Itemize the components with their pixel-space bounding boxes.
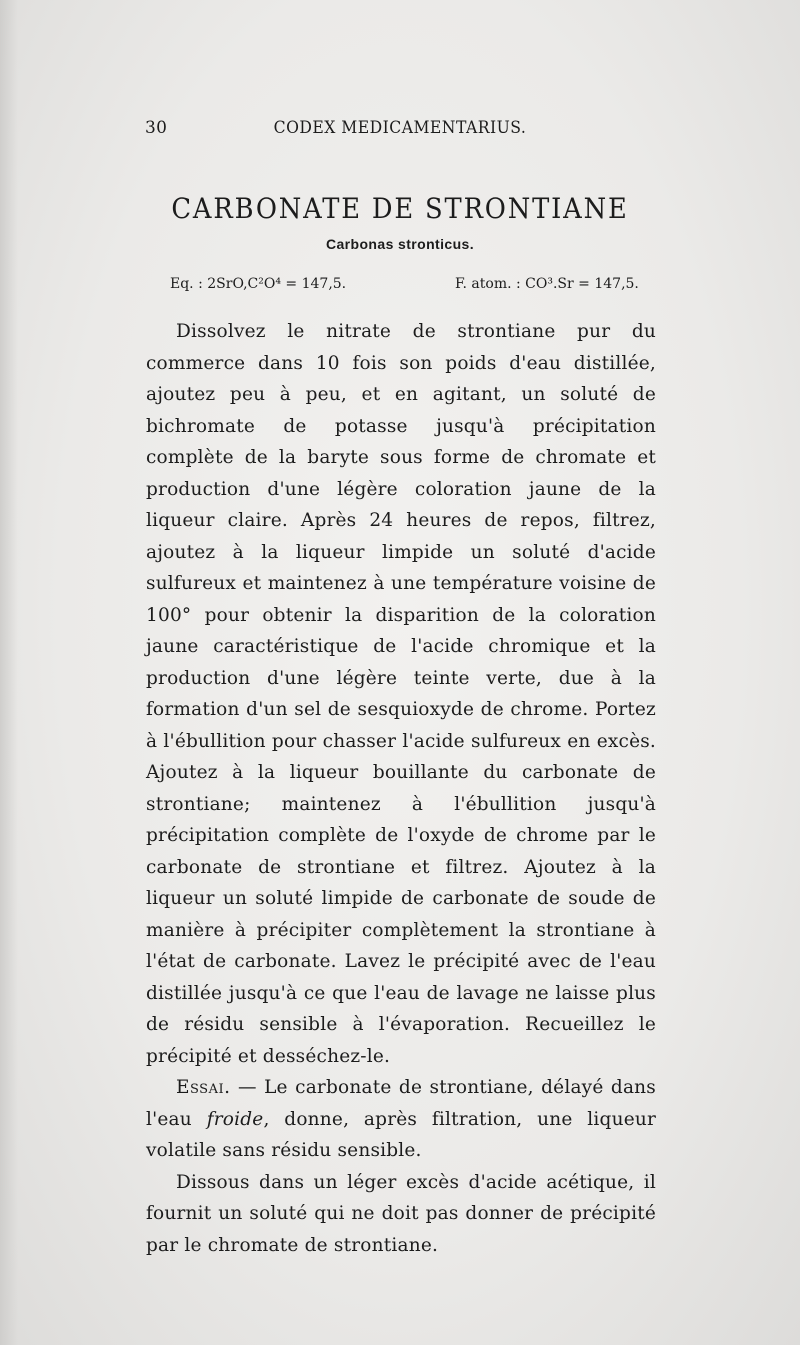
preparation-paragraph: Dissolvez le nitrate de strontiane pur du commerce dans 10 fois son poids d'eau distillée, ajoutez peu à peu, et en agitant, un soluté de bichromate de potasse jusqu'à précipitation complète de la baryte sous forme de chromate et production d'une légère coloration jaune de la liqueur claire. Après 24 heures de repos, filtrez, ajoutez à la liqueur limpide un soluté d'acide sulfureux et maintenez à une température voisine de 100° pour obtenir la disparition de la coloration jaune caractéristique de l'acide chromique et la production d'une légère teinte verte, due à la formation d'un sel de sesquioxyde de chrome. Portez à l'ébullition pour chasser l'acide sulfureux en excès. Ajoutez à la liqueur bouillante du carbonate de strontiane; maintenez à l'ébullition jusqu'à précipitation complète de l'oxyde de chrome par le carbonate de strontiane et filtrez. Ajoutez à la liqueur un soluté limpide de carbonate de soude de manière à précipiter complètement la strontiane à l'état de carbonate. Lavez le précipité avec de l'eau distillée jusqu'à ce que l'eau de lavage ne laisse plus de résidu sensible à l'évaporation. Recueillez le précipité et desséchez-le. — [146, 321, 656, 1067]
chemical-formulas — [170, 276, 640, 298]
essai-text-after: , donne, après filtration, une liqueur volatile sans résidu sensible. — [146, 1108, 656, 1161]
running-header — [145, 118, 655, 142]
formula-atomic: F. atom. : CO³.Sr = 147,5. — [455, 276, 639, 292]
essai-paragraph — [146, 1072, 656, 1167]
essai-italic-word: froide — [206, 1108, 264, 1130]
solubility-paragraph: Dissous dans un léger excès d'acide acétique, il fournit un soluté qui ne doit pas donner de précipité par le chromate de strontiane. — [146, 1171, 656, 1256]
essai-text-before: — Le carbonate de strontiane, délayé dans l'eau — [146, 1077, 656, 1130]
essai-label: Essai. — [176, 1077, 231, 1098]
formula-equivalent: Eq. : 2SrO,C²O⁴ = 147,5. — [170, 276, 347, 292]
page-number: 30 — [145, 118, 168, 138]
article-title: CARBONATE DE STRONTIANE — [171, 192, 629, 225]
running-title: CODEX MEDICAMENTARIUS. — [273, 118, 527, 138]
latin-title: Carbonas stronticus. — [325, 236, 475, 252]
body-text — [146, 316, 656, 1261]
